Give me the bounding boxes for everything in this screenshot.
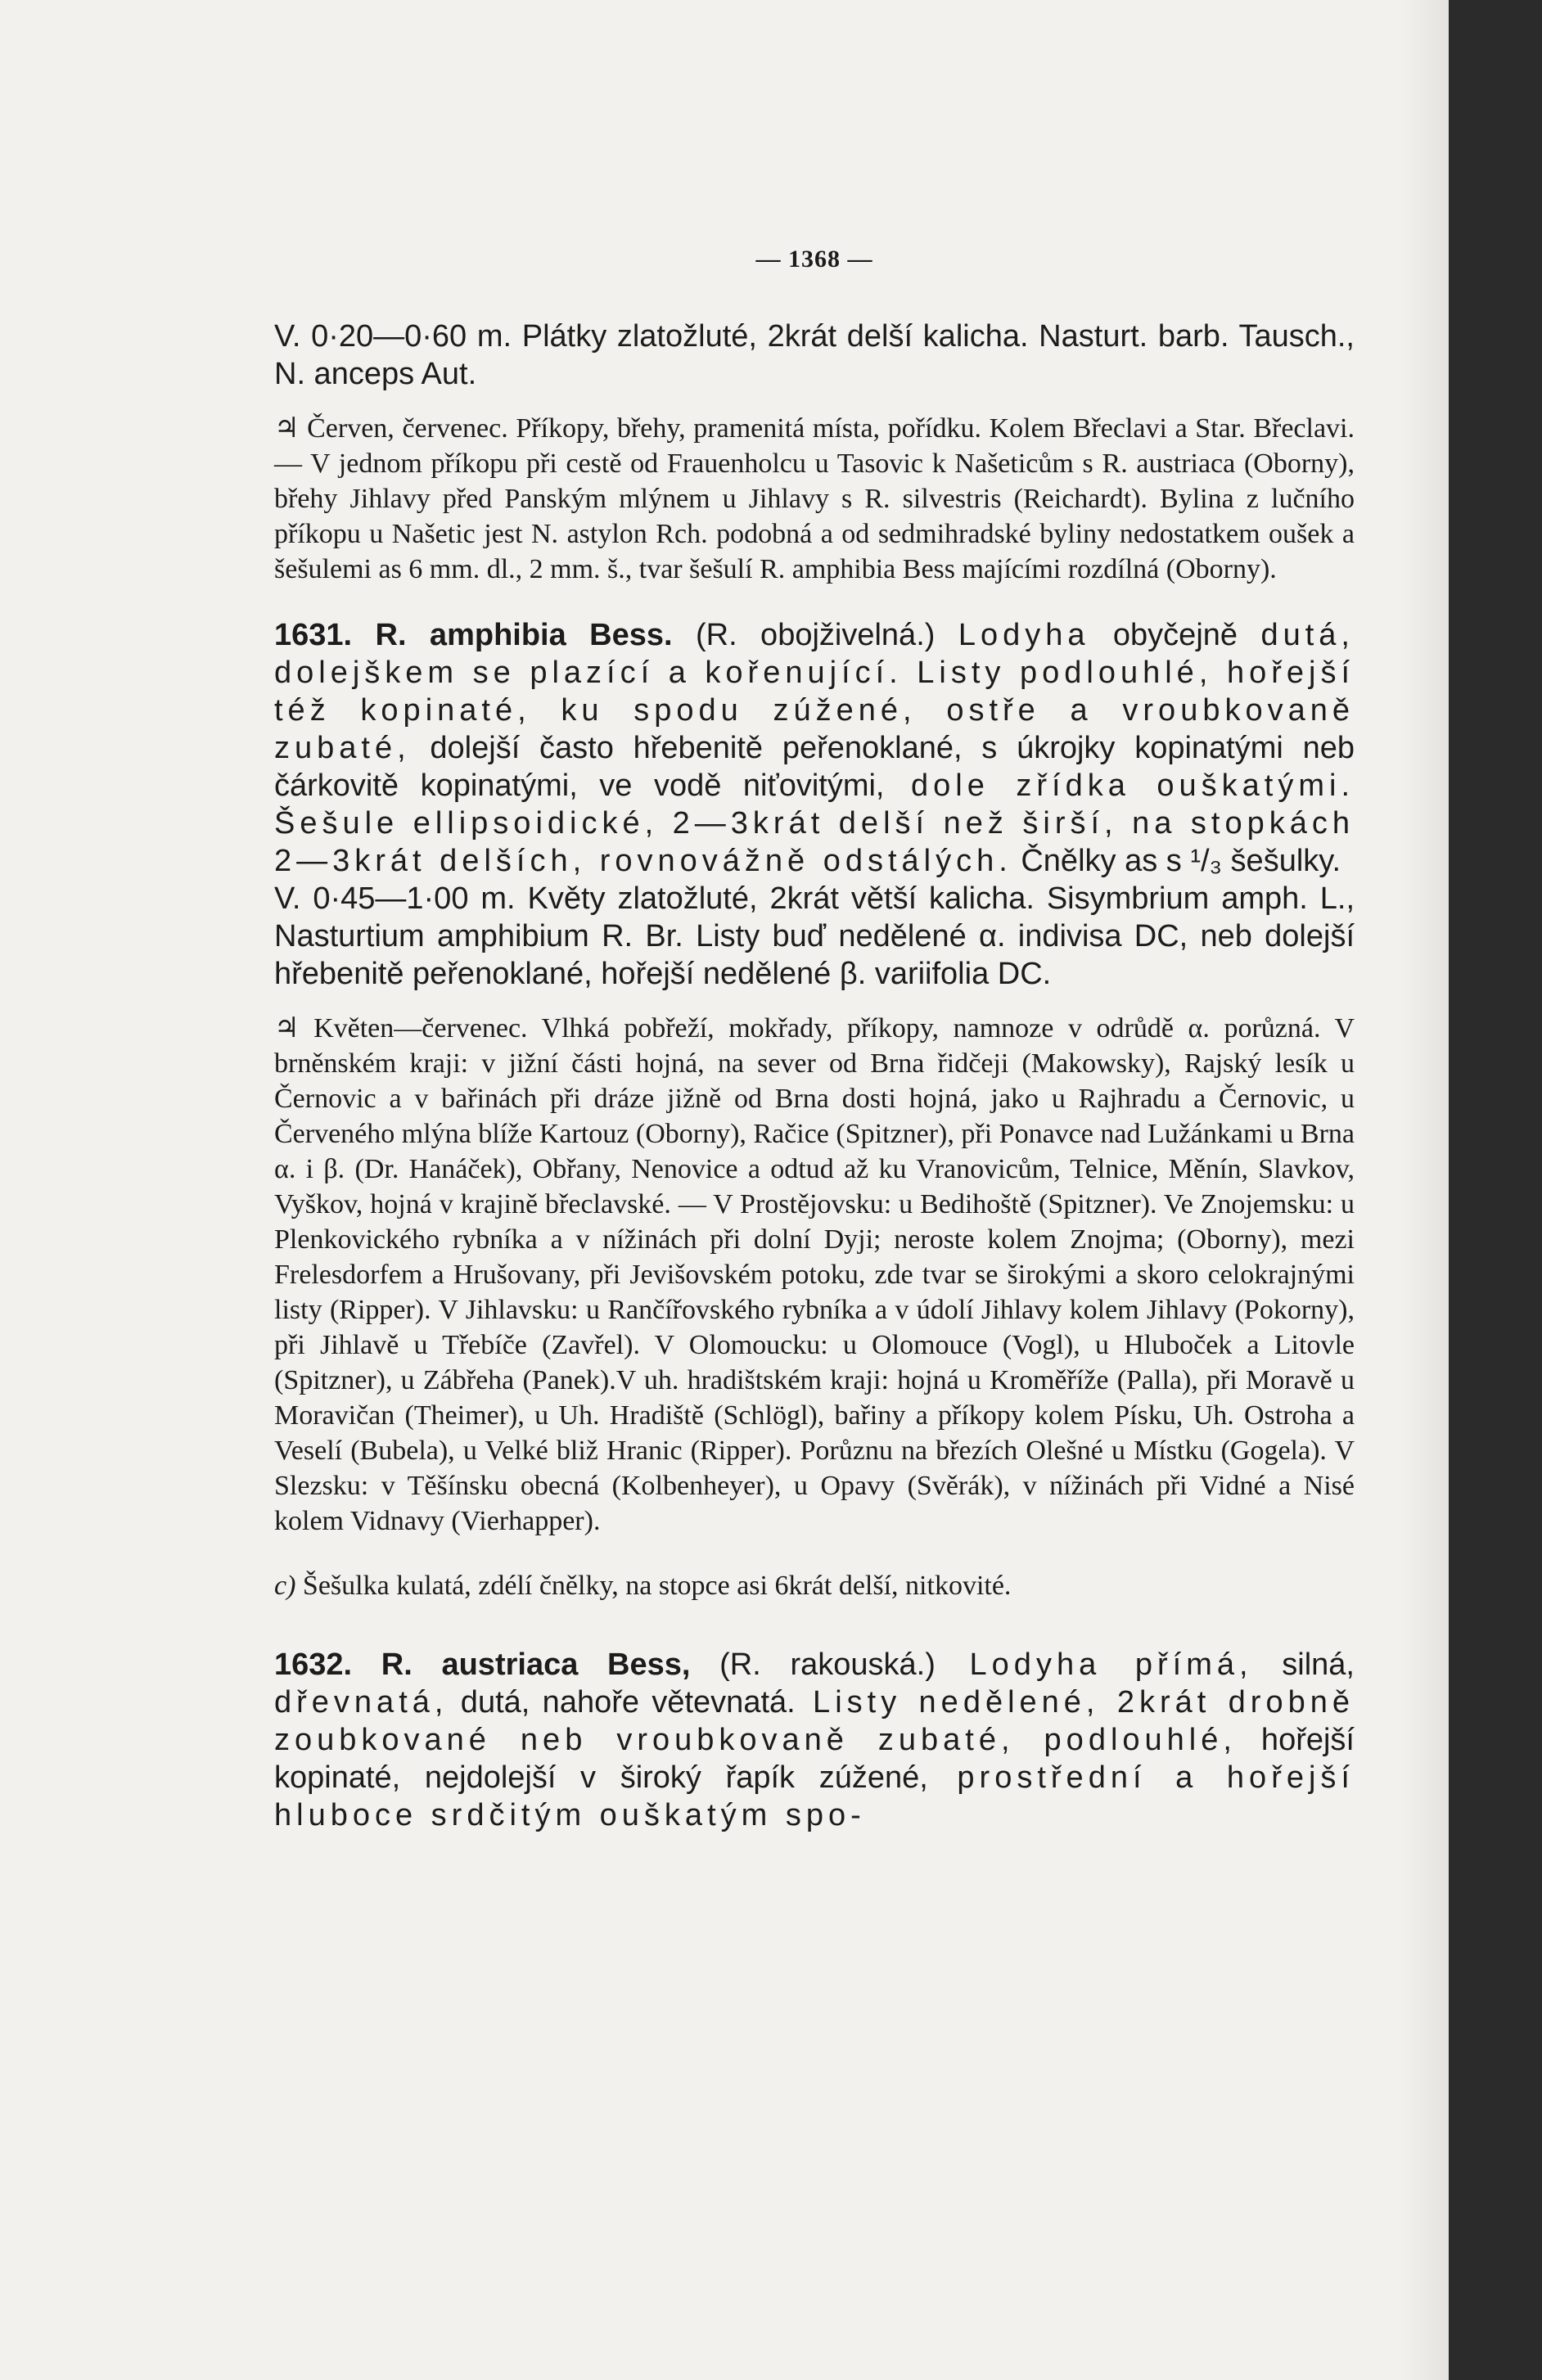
text-run: dolejší často hřebenitě peřenoklané, s úkrojky kopinatými neb čárkovitě kopinatými, ve vodě niťovitými, [274, 731, 1355, 803]
text-run: Šešulka kulatá, zdélí čnělky, na stopce asi 6krát delší, nitkovité. [295, 1571, 1012, 1601]
paragraph-section-c [274, 1568, 1355, 1603]
text-run: silná, [1252, 1648, 1355, 1682]
text-column [274, 246, 1355, 1834]
species-1632-description [274, 1646, 1355, 1834]
paragraph-variants: V. 0·45—1·00 m. Květy zlatožluté, 2krát větší kalicha. Sisymbrium amph. L., Nasturtium amphibium R. Br. Listy buď nedělené α. indivisa DC, neb dolejší hřebenitě peřenoklané, hořejší nedělené β. variifolia DC. [274, 881, 1355, 991]
lodyha-label: Lodyha [958, 618, 1090, 652]
species-number: 1632. [274, 1648, 353, 1682]
species-name: R. amphibia Bess. [375, 618, 673, 652]
text-run: hořejší kopinaté, nejdolejší v široký řapík zúžené, [274, 1723, 1355, 1795]
spaced-text-run: Lodyha přímá, [935, 1648, 1253, 1682]
spaced-text-run: dole zřídka ouškatými. [884, 769, 1355, 803]
spaced-text-run: dřevnatá, [274, 1685, 449, 1720]
species-common-name: (R. rakouská.) [690, 1648, 936, 1682]
species-name: R. austriaca Bess, [381, 1648, 691, 1682]
text-run: Čnělky as s ¹/₃ šešulky. [1012, 844, 1341, 878]
spaced-text-run: Listy podlouhlé, hořejší též kopinaté, ku spodu zúžené, ostře a vroubkovaně zubaté, [274, 656, 1355, 765]
paragraph-localities-2: ♃ Květen—červenec. Vlhká pobřeží, mokřady, příkopy, namnoze v odrůdě α. porůzná. V brněnském kraji: v jižní části hojná, na sever od Brna řidčeji (Makowsky), Rajský lesík u Černovic a v bařinách při dráze jižně od Brna dosti hojná, jako u Rajhradu a Černovic, u Červeného mlýna blíže Kartouz (Oborny), Račice (Spitzner), při Ponavce nad Lužánkami u Brna α. i β. (Dr. Hanáček), Obřany, Nenovice a odtud až ku Vranovicům, Telnice, Měnín, Slavkov, Vyškov, hojná v krajině břeclavské. — V Prostějovsku: u Bedihoště (Spitzner). Ve Znojemsku: u Plenkovického rybníka a v nížinách při dolní Dyji; neroste kolem Znojma; (Oborny), mezi Frelesdorfem a Hrušovany, při Jevišovském potoku, zde tvar se širokými a skoro celokrajnými listy (Ripper). V Jihlavsku: u Rančířovského rybníka a v údolí Jihlavy kolem Jihlavy (Pokorny), při Jihlavě u Třebíče (Zavřel). V Olomoucku: u Olomouce (Vogl), u Hluboček a Litovle (Spitzner), u Zábřeha (Panek).V uh. hradištském kraji: hojná u Kroměříže (Palla), při Moravě u Moravičan (Theimer), u Uh. Hradiště (Schlögl), bařiny a příkopy kolem Písku, Uh. Ostroha a Veselí (Bubela), u Velké bliž Hranic (Ripper). Porůznu na březích Olešné u Místku (Gogela). V Slezsku: v Těšínsku obecná (Kolbenheyer), u Opavy (Svěrák), v nížinách při Vidné a Nisé kolem Vidnavy (Vierhapper). [274, 1013, 1355, 1536]
text-run: dutá, nahoře větevnatá. [448, 1685, 796, 1720]
spaced-text-run: Listy nedělené, 2krát drobně zoubkované neb vroubkovaně zubaté, podlouhlé, [274, 1685, 1355, 1757]
species-1631-description [274, 616, 1355, 880]
species-common-name: (R. obojživelná.) [695, 618, 936, 652]
paragraph-localities-1: ♃ Červen, červenec. Příkopy, břehy, pramenitá místa, pořídku. Kolem Břeclavi a Star. Břeclavi. — V jednom příkopu při cestě od Frauenholcu u Tasovic k Našeticům s R. austriaca (Oborny), břehy Jihlavy před Panským mlýnem u Jihlavy s R. silvestris (Reichardt). Bylina z lučního příkopu u Našetic jest N. astylon Rch. podobná a od sedmihradské byliny nedostatkem oušek a šešulemi as 6 mm. dl., 2 mm. š., tvar šešulí R. amphibia Bess majícími rozdílná (Oborny). [274, 413, 1355, 584]
section-label: c) [274, 1571, 296, 1601]
text-run: obyčejně [1089, 618, 1261, 652]
spaced-text-run: dutá, dolejškem se plazící a kořenující. [274, 618, 1355, 690]
paragraph-dimensions: V. 0·20—0·60 m. Plátky zlatožluté, 2krát delší kalicha. Nasturt. barb. Tausch., N. anceps Aut. [274, 319, 1355, 391]
spaced-text-run: Šešule ellipsoidické, 2—3krát delší než širší, na stopkách 2—3krát delších, rovnovážně odstálých. [274, 806, 1355, 878]
page-number: — 1368 — [755, 246, 873, 273]
species-number: 1631. [274, 618, 353, 652]
spaced-text-run: prostřední a hořejší hluboce srdčitým ouškatým spo- [274, 1760, 1355, 1832]
page-edge-shadow [1400, 0, 1449, 2380]
